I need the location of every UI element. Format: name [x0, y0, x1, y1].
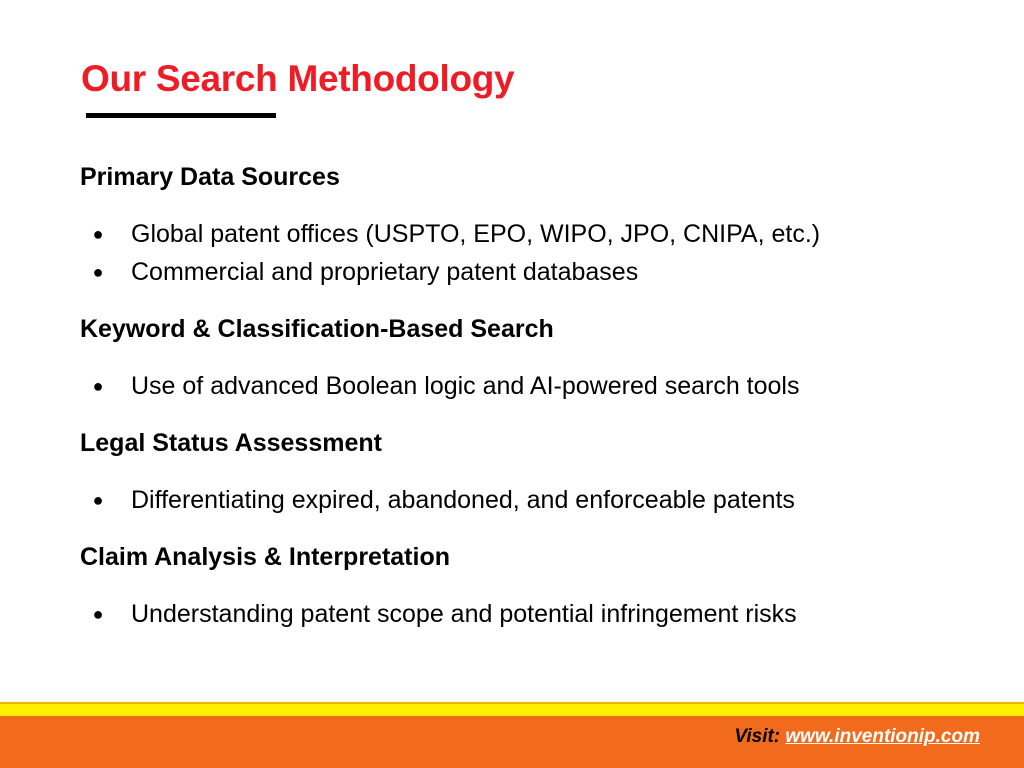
bullet-item — [80, 481, 980, 519]
bullet-item — [80, 367, 980, 405]
slide-content — [80, 158, 980, 633]
bullet-list — [80, 367, 980, 405]
bullet-list — [80, 215, 980, 291]
bullet-dot-icon: ● — [92, 604, 104, 624]
bullet-text: Use of advanced Boolean logic and AI-powered search tools — [131, 372, 800, 400]
visit-label: Visit: — [734, 726, 781, 747]
website-link[interactable]: www.inventionip.com — [785, 726, 980, 747]
section-heading: Claim Analysis & Interpretation — [80, 543, 450, 571]
bullet-text: Understanding patent scope and potential infringement risks — [131, 600, 797, 628]
bullet-item — [80, 215, 980, 253]
section-heading: Legal Status Assessment — [80, 429, 382, 457]
section-keyword-classification-search — [80, 310, 980, 405]
title-underline — [86, 113, 276, 118]
section-legal-status-assessment — [80, 424, 980, 519]
section-heading: Primary Data Sources — [80, 163, 340, 191]
bullet-dot-icon: ● — [92, 262, 104, 282]
bullet-list — [80, 481, 980, 519]
bullet-dot-icon: ● — [92, 490, 104, 510]
bullet-text: Global patent offices (USPTO, EPO, WIPO, JPO, CNIPA, etc.) — [131, 220, 821, 248]
bullet-item — [80, 595, 980, 633]
section-claim-analysis — [80, 538, 980, 633]
bullet-text: Commercial and proprietary patent databases — [131, 258, 639, 286]
footer-yellow-stripe — [0, 702, 1024, 716]
section-heading: Keyword & Classification-Based Search — [80, 315, 554, 343]
bullet-item — [80, 253, 980, 291]
bullet-list — [80, 595, 980, 633]
slide-title: Our Search Methodology — [81, 58, 515, 99]
bullet-text: Differentiating expired, abandoned, and enforceable patents — [131, 486, 795, 514]
section-primary-data-sources — [80, 158, 980, 291]
bullet-dot-icon: ● — [92, 376, 104, 396]
footer-visit — [734, 724, 980, 750]
bullet-dot-icon: ● — [92, 224, 104, 244]
